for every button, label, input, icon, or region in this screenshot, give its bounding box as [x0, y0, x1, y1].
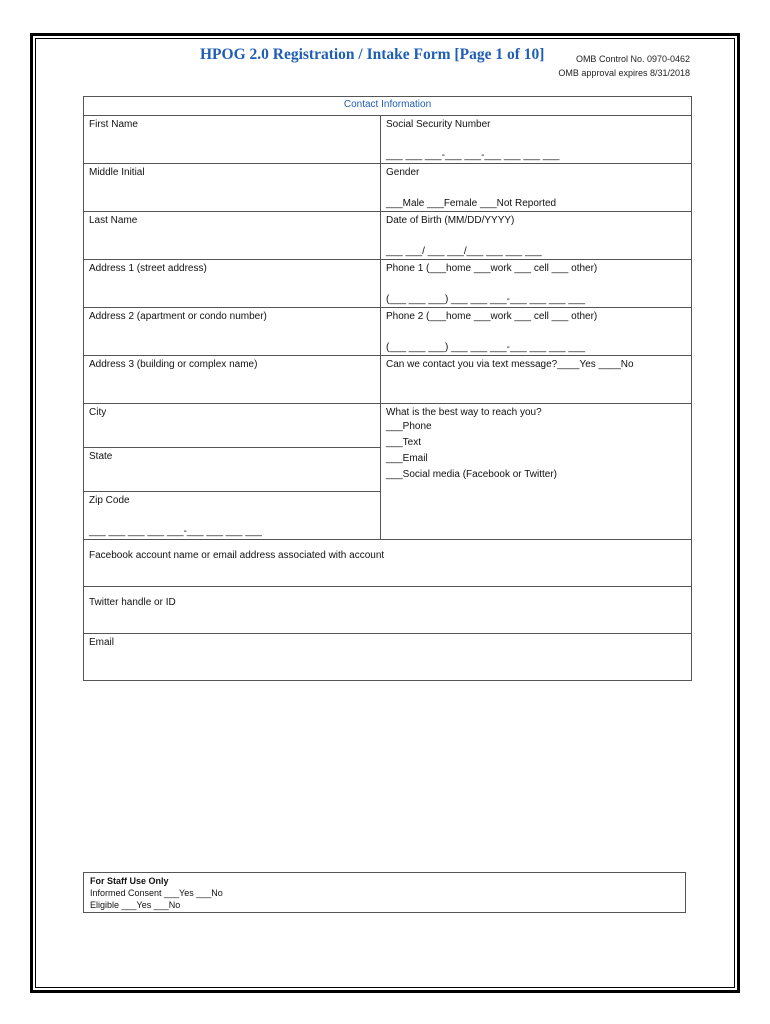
dob-field[interactable]: Date of Birth (MM/DD/YYYY) ___ ___/ ___ ___/___ ___ ___ ___	[381, 212, 692, 260]
dob-blank: ___ ___/ ___ ___/___ ___ ___ ___	[386, 246, 542, 257]
ssn-field[interactable]: Social Security Number ___ ___ ___-___ ___-___ ___ ___ ___	[381, 116, 692, 164]
gender-field[interactable]: Gender ___Male ___Female ___Not Reported	[381, 164, 692, 212]
phone1-blank: (___ ___ ___) ___ ___ ___-___ ___ ___ ___	[386, 294, 586, 305]
omb-info	[558, 52, 690, 80]
omb-expiration: OMB approval expires 8/31/2018	[558, 68, 690, 78]
contact-information-table	[83, 96, 692, 681]
option-social-media[interactable]: ___Social media (Facebook or Twitter)	[386, 469, 558, 480]
facebook-field[interactable]: Facebook account name or email address associated with account	[84, 540, 692, 587]
last-name-field[interactable]: Last Name	[84, 212, 381, 260]
city-field[interactable]: City	[84, 404, 381, 448]
staff-use-box	[83, 872, 686, 913]
phone2-blank: (___ ___ ___) ___ ___ ___-___ ___ ___ ___	[386, 342, 586, 353]
middle-initial-field[interactable]: Middle Initial	[84, 164, 381, 212]
first-name-field[interactable]: First Name	[84, 116, 381, 164]
zip-blank: ___ ___ ___ ___ ___-___ ___ ___ ___	[89, 526, 262, 537]
staff-title: For Staff Use Only	[90, 876, 169, 886]
form-title: HPOG 2.0 Registration / Intake Form [Page 1 of 10]	[200, 46, 545, 63]
section-title: Contact Information	[84, 97, 692, 116]
omb-control-number: OMB Control No. 0970-0462	[575, 54, 690, 64]
phone2-field[interactable]: Phone 2 (___home ___work ___ cell ___ other) (___ ___ ___) ___ ___ ___-___ ___ ___ ___	[381, 308, 692, 356]
state-field[interactable]: State	[84, 448, 381, 492]
address2-field[interactable]: Address 2 (apartment or condo number)	[84, 308, 381, 356]
option-phone[interactable]: ___Phone	[386, 421, 432, 432]
text-contact-field[interactable]: Can we contact you via text message?____Yes ____No	[381, 356, 692, 404]
zip-field[interactable]: Zip Code ___ ___ ___ ___ ___-___ ___ ___ ___	[84, 492, 381, 540]
address3-field[interactable]: Address 3 (building or complex name)	[84, 356, 381, 404]
twitter-field[interactable]: Twitter handle or ID	[84, 587, 692, 634]
eligible-line[interactable]: Eligible ___Yes ___No	[90, 900, 181, 910]
phone1-field[interactable]: Phone 1 (___home ___work ___ cell ___ other) (___ ___ ___) ___ ___ ___-___ ___ ___ ___	[381, 260, 692, 308]
best-way-field[interactable]: What is the best way to reach you? ___Phone ___Text ___Email ___Social media (Facebook or Twitter)	[381, 404, 692, 540]
informed-consent-line[interactable]: Informed Consent ___Yes ___No	[90, 888, 223, 898]
option-text[interactable]: ___Text	[386, 437, 422, 448]
ssn-blank: ___ ___ ___-___ ___-___ ___ ___ ___	[386, 150, 560, 161]
gender-options: ___Male ___Female ___Not Reported	[386, 198, 557, 209]
best-way-options	[386, 419, 686, 483]
email-field[interactable]: Email	[84, 634, 692, 681]
option-email[interactable]: ___Email	[386, 453, 428, 464]
address1-field[interactable]: Address 1 (street address)	[84, 260, 381, 308]
